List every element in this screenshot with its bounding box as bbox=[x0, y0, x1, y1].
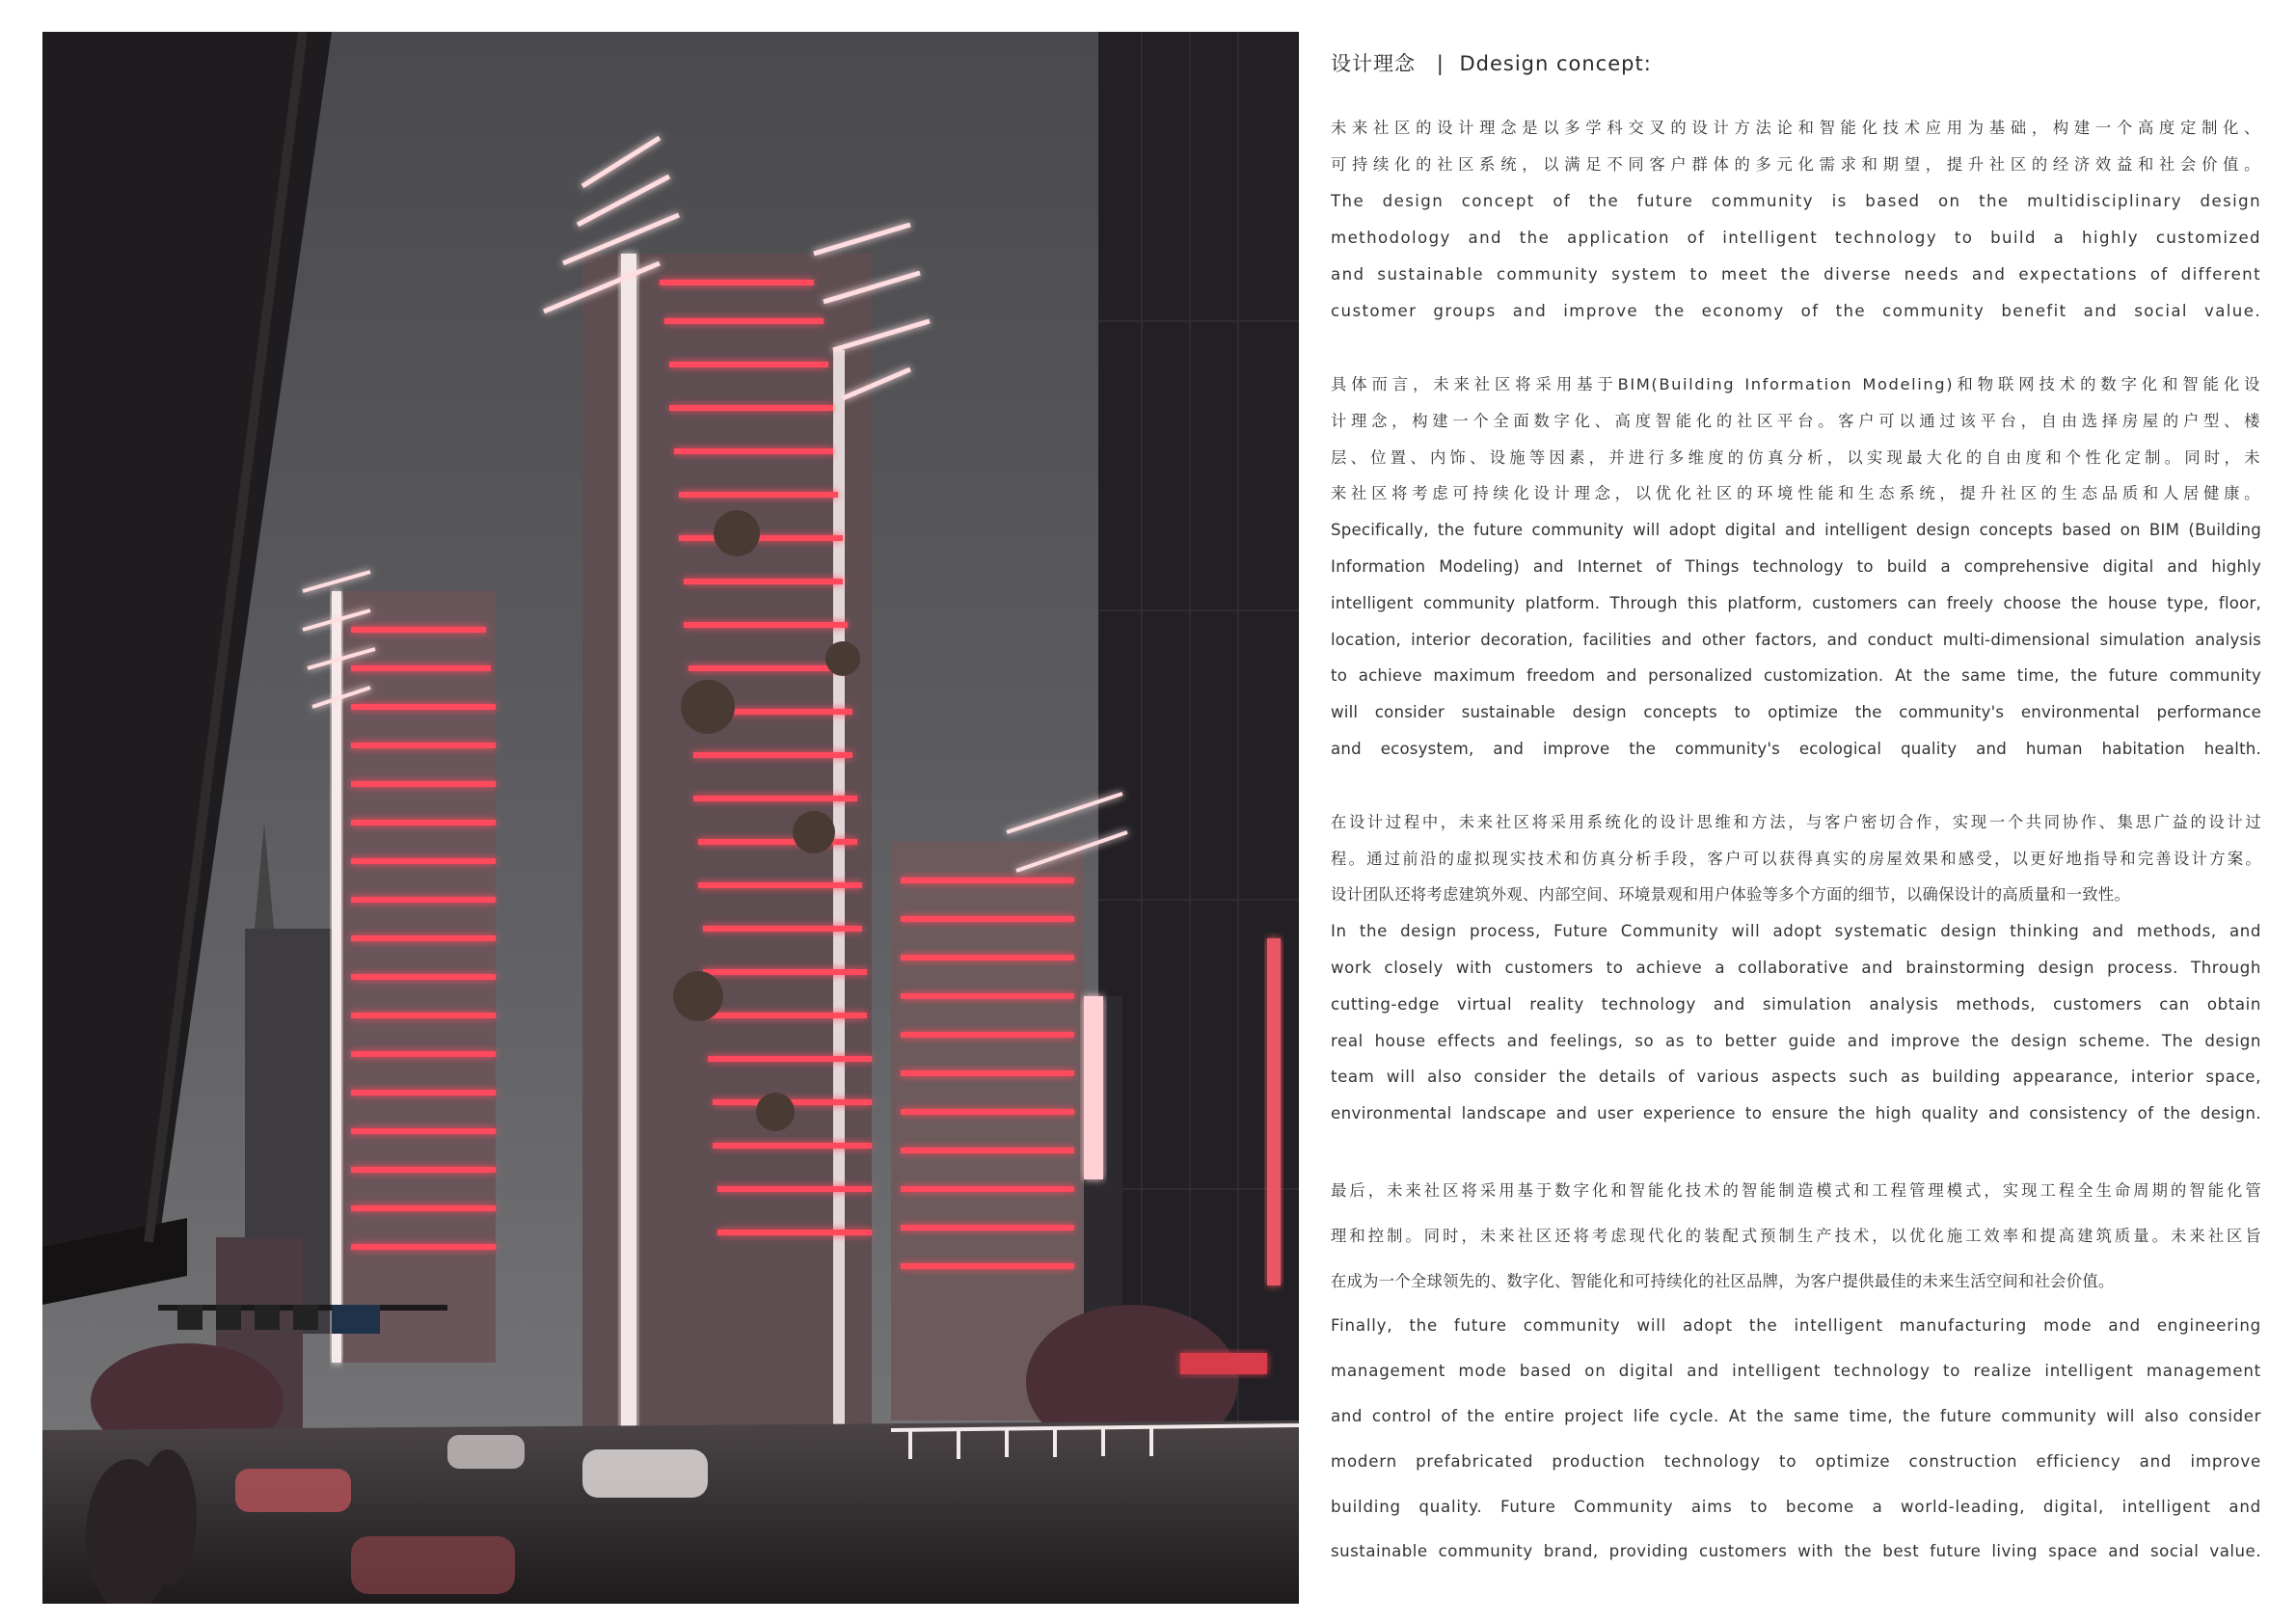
text-line: location, interior decoration, facilities and other factors, and conduct multi-dimensional simulation analysis bbox=[1331, 630, 2261, 649]
text-line: sustainable community brand, providing customers with the best future living space and social value. bbox=[1331, 1542, 2261, 1561]
street bbox=[42, 1420, 1299, 1604]
paragraph-4 bbox=[1331, 1169, 2261, 1575]
text-line: team will also consider the details of various aspects such as building appearance, interior space, bbox=[1331, 1068, 2261, 1087]
text-line: In the design process, Future Community will adopt systematic design thinking and methods, and bbox=[1331, 922, 2261, 941]
text-line: cutting-edge virtual reality technology and simulation analysis methods, customers can obtain bbox=[1331, 994, 2261, 1014]
text-line: 层、位置、内饰、设施等因素，并进行多维度的仿真分析，以实现最大化的自由度和个性化定制。同时，未 bbox=[1331, 447, 2261, 467]
left-tower bbox=[303, 572, 496, 1363]
text-line: The design concept of the future community is based on the multidisciplinary design bbox=[1331, 192, 2261, 210]
title-zh: 设计理念 bbox=[1331, 52, 1416, 75]
text-line: 计理念，构建一个全面数字化、高度智能化的社区平台。客户可以通过该平台，自由选择房屋的户型、楼 bbox=[1331, 411, 2261, 430]
text-line: 来社区将考虑可持续化设计理念，以优化社区的环境性能和生态系统，提升社区的生态品质和人居健康。 bbox=[1331, 484, 2261, 503]
text-line: 具体而言，未来社区将采用基于BIM(Building Information Modeling)和物联网技术的数字化和智能化设 bbox=[1331, 375, 2261, 393]
paragraph-1 bbox=[1331, 110, 2261, 330]
text-line: 理和控制。同时，未来社区还将考虑现代化的装配式预制生产技术，以优化施工效率和提高建筑质量。未来社区旨 bbox=[1331, 1226, 2261, 1245]
design-concept-text bbox=[1331, 48, 2261, 1591]
text-line: work closely with customers to achieve a collaborative and brainstorming design process. Through bbox=[1331, 958, 2261, 977]
title-en: Ddesign concept: bbox=[1459, 52, 1652, 75]
text-line: will consider sustainable design concepts to optimize the community's environmental performance bbox=[1331, 703, 2261, 722]
title-separator: | bbox=[1436, 52, 1445, 75]
text-line: and ecosystem, and improve the community's ecological quality and human habitation health. bbox=[1331, 739, 2261, 758]
text-line: 未来社区的设计理念是以多学科交叉的设计方法论和智能化技术应用为基础，构建一个高度定制化、 bbox=[1331, 119, 2261, 137]
paragraph-3 bbox=[1331, 804, 2261, 1132]
text-line: Finally, the future community will adopt the intelligent manufacturing mode and engineering bbox=[1331, 1316, 2261, 1336]
text-line: modern prefabricated production technology to optimize construction efficiency and improve bbox=[1331, 1451, 2261, 1471]
text-line: environmental landscape and user experience to ensure the high quality and consistency of the design. bbox=[1331, 1104, 2261, 1123]
rendering-image bbox=[42, 32, 1299, 1604]
text-line: 设计团队还将考虑建筑外观、内部空间、环境景观和用户体验等多个方面的细节，以确保设计的高质量和一致性。 bbox=[1331, 885, 2131, 905]
text-line: intelligent community platform. Through this platform, customers can freely choose the house type, floor, bbox=[1331, 593, 2261, 612]
text-line: 可持续化的社区系统，以满足不同客户群体的多元化需求和期望，提升社区的经济效益和社会价值。 bbox=[1331, 155, 2261, 174]
paragraph-2 bbox=[1331, 366, 2261, 768]
text-line: Specifically, the future community will adopt digital and intelligent design concepts based on BIM (Building bbox=[1331, 521, 2261, 540]
text-line: management mode based on digital and intelligent technology to realize intelligent management bbox=[1331, 1362, 2261, 1381]
text-line: 最后，未来社区将采用基于数字化和智能化技术的智能制造模式和工程管理模式，实现工程全生命周期的智能化管 bbox=[1331, 1180, 2261, 1200]
text-line: and sustainable community system to meet the diverse needs and expectations of different bbox=[1331, 265, 2261, 284]
text-line: real house effects and feelings, so as to better guide and improve the design scheme. The design bbox=[1331, 1031, 2261, 1050]
page-title bbox=[1331, 48, 2261, 77]
text-line: customer groups and improve the economy of the community benefit and social value. bbox=[1331, 302, 2261, 320]
architectural-rendering bbox=[42, 32, 1299, 1604]
text-line: 在设计过程中，未来社区将采用系统化的设计思维和方法，与客户密切合作，实现一个共同协作、集思广益的设计过 bbox=[1331, 812, 2261, 831]
text-line: methodology and the application of intelligent technology to build a highly customized bbox=[1331, 229, 2261, 247]
text-line: and control of the entire project life cycle. At the same time, the future community will also consider bbox=[1331, 1406, 2261, 1425]
text-line: 程。通过前沿的虚拟现实技术和仿真分析手段，客户可以获得真实的房屋效果和感受，以更好地指导和完善设计方案。 bbox=[1331, 849, 2261, 868]
text-line: Information Modeling) and Internet of Things technology to build a comprehensive digital and highly bbox=[1331, 556, 2261, 576]
text-line: to achieve maximum freedom and personalized customization. At the same time, the future community bbox=[1331, 666, 2261, 686]
text-line: building quality. Future Community aims to become a world-leading, digital, intelligent and bbox=[1331, 1497, 2261, 1516]
central-tower bbox=[544, 138, 930, 1440]
text-line: 在成为一个全球领先的、数字化、智能化和可持续化的社区品牌，为客户提供最佳的未来生活空间和社会价值。 bbox=[1331, 1271, 2115, 1290]
